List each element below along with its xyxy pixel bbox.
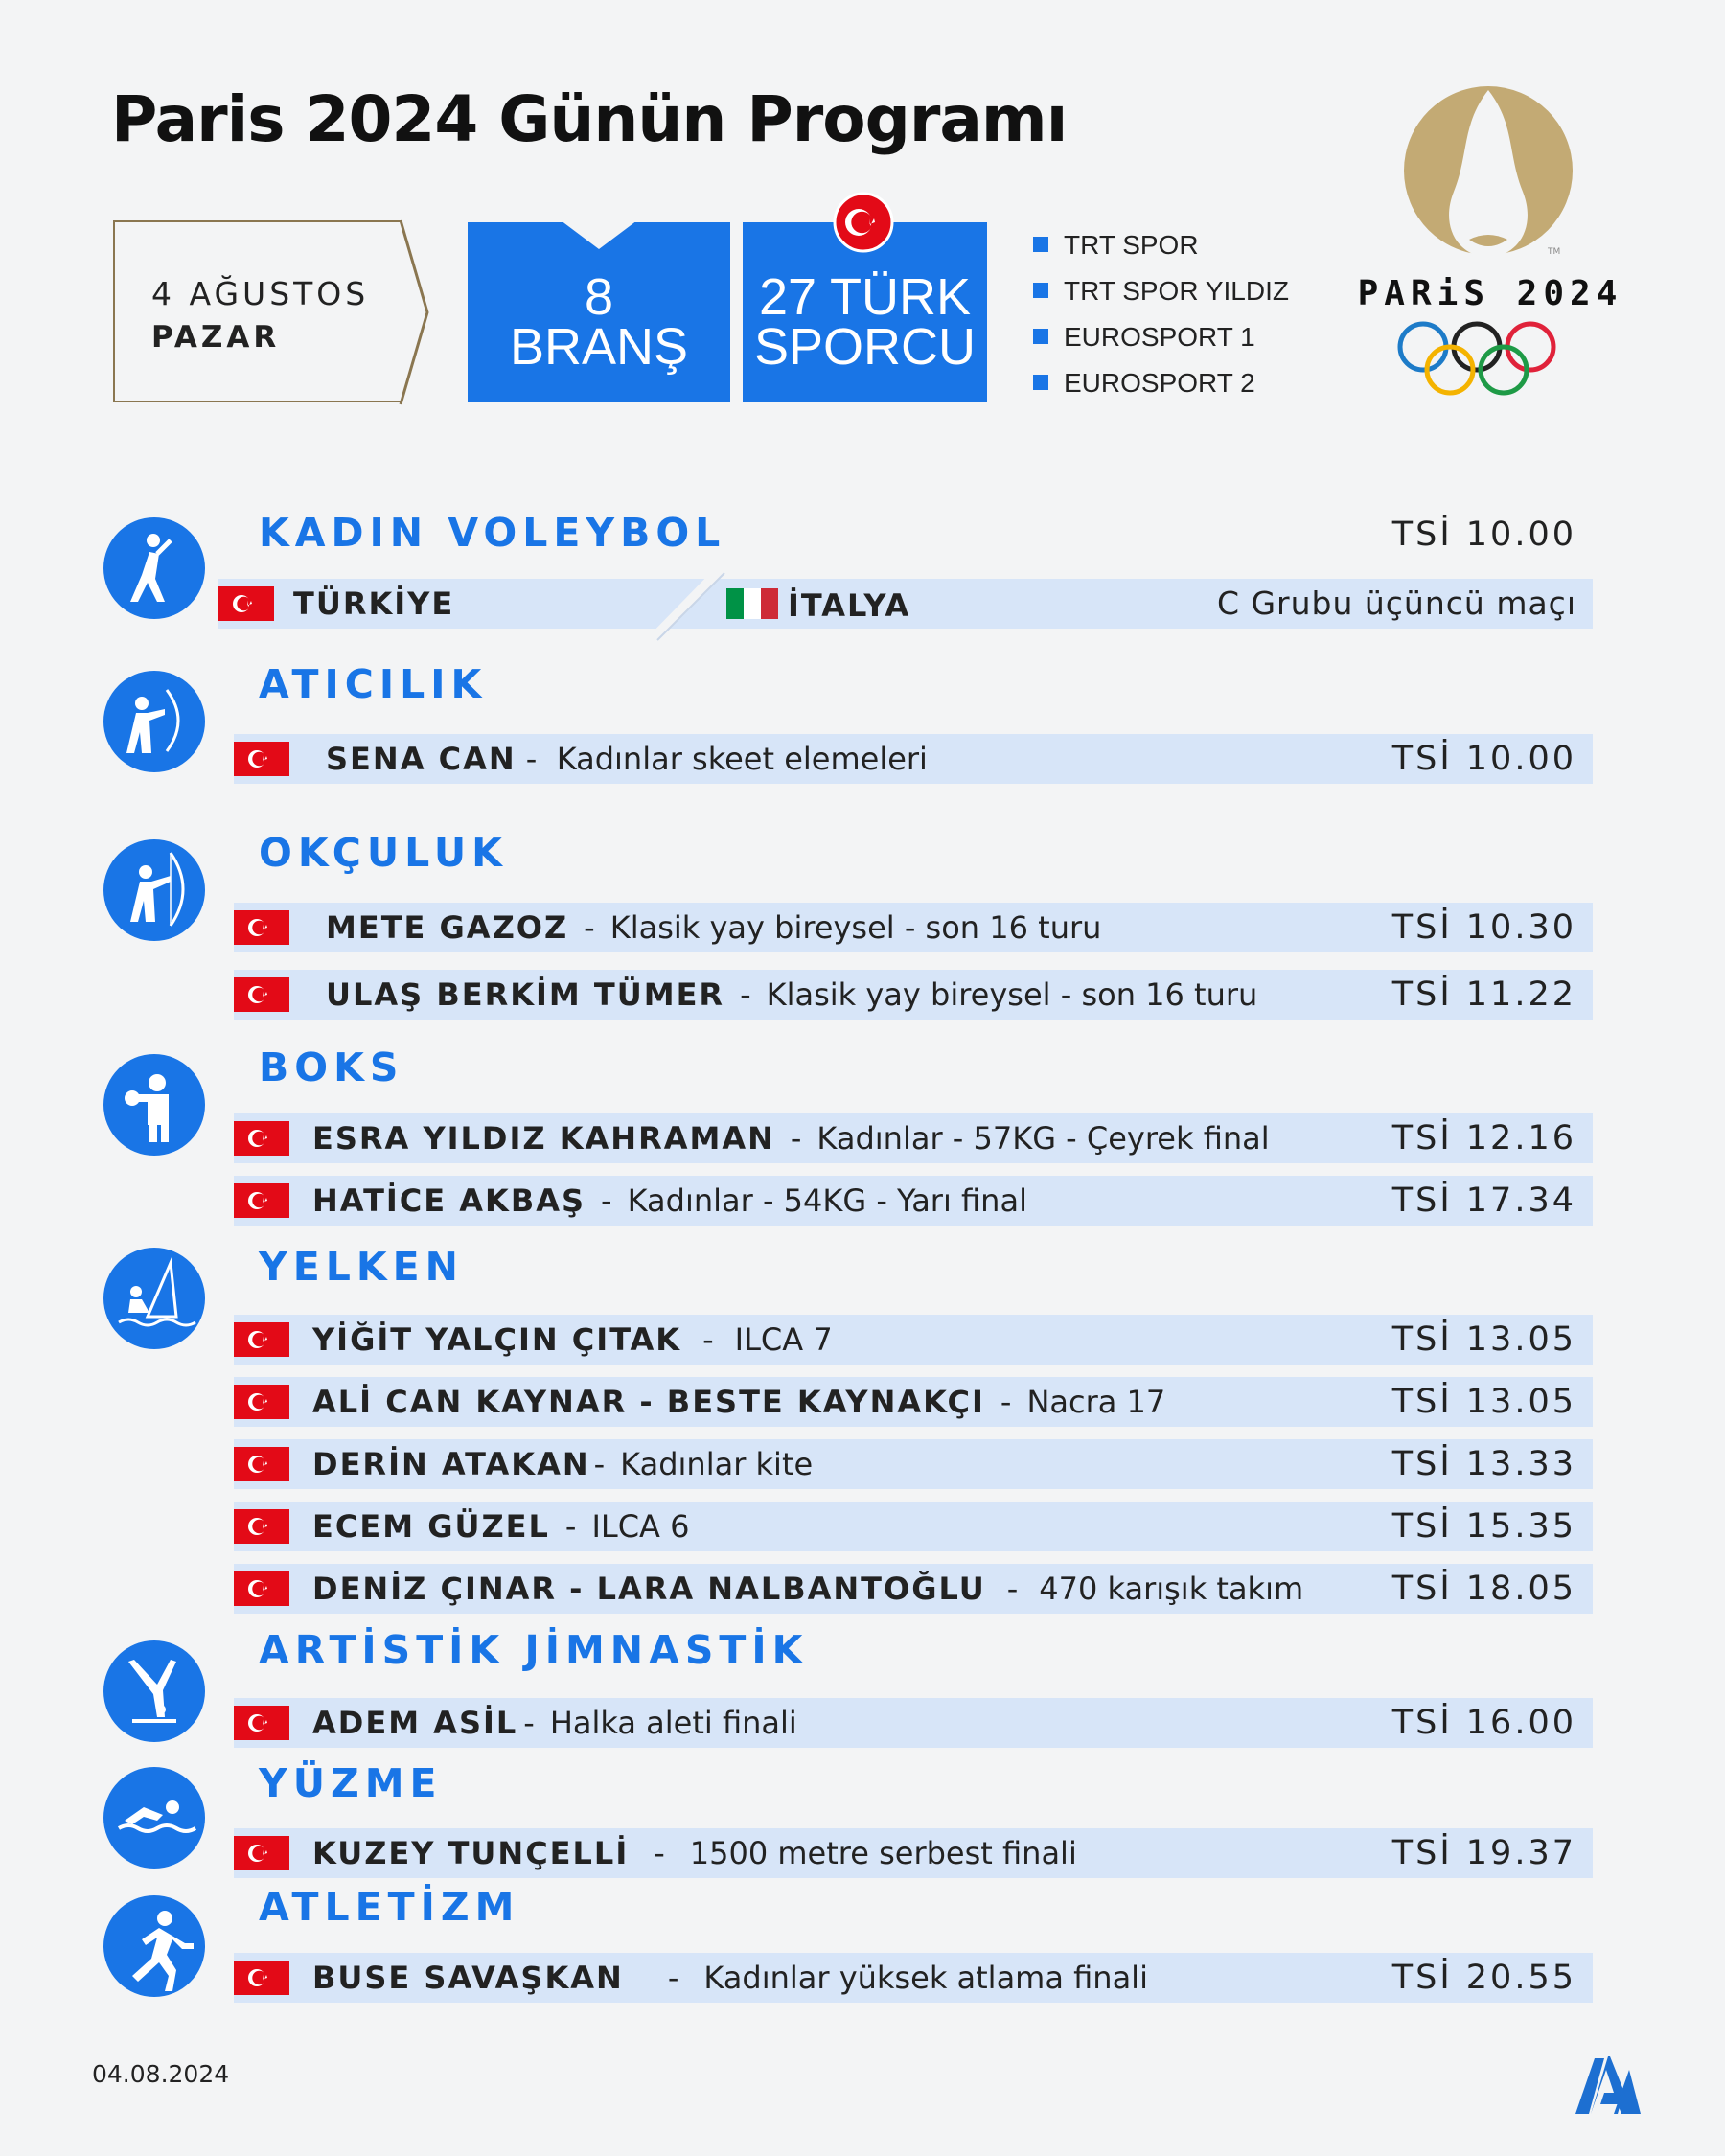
turkey-flag-icon [234, 1706, 289, 1740]
event-time: TSİ 12.16 [1392, 1119, 1576, 1158]
branch-count: 8 [584, 268, 614, 326]
anadolu-agency-logo-icon [1572, 2051, 1644, 2118]
paris-2024-wordmark: PARiS 2024 [1357, 274, 1623, 313]
dash: - [740, 976, 751, 1013]
section-title-yelken: YELKEN [259, 1244, 464, 1290]
section-title-jimnastik: ARTİSTİK JİMNASTİK [259, 1627, 809, 1673]
turkey-flag-icon [218, 586, 274, 621]
section-title-atletizm: ATLETİZM [259, 1884, 520, 1930]
branch-box-notch [561, 220, 637, 249]
turkey-flag-badge-icon [833, 192, 894, 253]
section-title-aticilik: ATICILIK [259, 661, 488, 707]
athlete-name: ALİ CAN KAYNAR - BESTE KAYNAKÇI [312, 1384, 985, 1420]
event-name: 1500 metre serbest finali [689, 1835, 1077, 1871]
shooting-icon [104, 671, 205, 772]
turkey-flag-icon [234, 1961, 289, 1995]
branch-label: BRANŞ [509, 318, 689, 376]
date-weekday: PAZAR [151, 320, 281, 355]
date-day: 4 AĞUSTOS [151, 275, 370, 312]
logo-trademark: TM [1548, 247, 1561, 257]
paris-2024-logo [1346, 86, 1634, 402]
turkey-flag-icon [234, 1571, 289, 1606]
athlete-row-text [312, 1502, 689, 1551]
swimming-icon [104, 1767, 205, 1869]
event-name: Kadınlar - 57KG - Çeyrek final [816, 1120, 1270, 1157]
volleyball-icon [104, 517, 205, 619]
channel-eurosport-1: EUROSPORT 1 [1033, 322, 1255, 353]
dash: - [702, 1321, 714, 1358]
dash: - [564, 1508, 577, 1545]
event-time: TSİ 19.37 [1392, 1834, 1576, 1872]
athlete-name: HATİCE AKBAŞ [312, 1182, 586, 1219]
turkey-flag-icon [234, 1183, 289, 1218]
turkey-flag-icon [234, 1447, 289, 1481]
turkey-flag-icon [234, 1509, 289, 1544]
dash: - [1006, 1571, 1019, 1607]
paris-2024-emblem-icon [1346, 86, 1634, 402]
athlete-name: ECEM GÜZEL [312, 1508, 550, 1545]
athlete-count: 27 TÜRK [758, 268, 972, 326]
athlete-label: SPORCU [753, 318, 977, 376]
athlete-name: DENİZ ÇINAR - LARA NALBANTOĞLU [312, 1571, 986, 1607]
athlete-name: ESRA YILDIZ KAHRAMAN [312, 1120, 775, 1157]
athlete-row-text [312, 1113, 1270, 1163]
event-name: Kadınlar kite [620, 1446, 814, 1482]
channel-trt-spor-yildiz: TRT SPOR YILDIZ [1033, 276, 1289, 307]
event-name: Nacra 17 [1026, 1384, 1166, 1420]
athlete-name: DERİN ATAKAN [312, 1446, 590, 1482]
event-name: Kadınlar skeet elemeleri [556, 741, 928, 777]
event-name: Halka aleti finali [549, 1705, 797, 1741]
dash: - [601, 1182, 612, 1219]
athlete-name: YİĞİT YALÇIN ÇITAK [312, 1321, 682, 1358]
turkey-flag-icon [234, 910, 289, 945]
event-time: TSİ 20.55 [1392, 1959, 1576, 1997]
branch-count-box [468, 222, 730, 402]
sailing-icon [104, 1248, 205, 1349]
event-name: Kadınlar yüksek atlama finali [703, 1960, 1148, 1996]
section-title-boks: BOKS [259, 1044, 404, 1090]
dash: - [584, 909, 595, 946]
athlete-name: BUSE SAVAŞKAN [312, 1960, 624, 1996]
gymnastics-icon [104, 1640, 205, 1742]
athlete-name: KUZEY TUNÇELLİ [312, 1835, 630, 1871]
event-name: ILCA 6 [591, 1508, 690, 1545]
athlete-row-text [312, 1953, 1148, 2003]
dash: - [654, 1835, 665, 1871]
athlete-name: SENA CAN [326, 741, 517, 777]
event-name: 470 karışık takım [1039, 1571, 1304, 1607]
athletics-icon [104, 1895, 205, 1997]
athlete-row-text [326, 903, 1101, 952]
event-time: TSİ 10.30 [1392, 908, 1576, 947]
channel-eurosport-2: EUROSPORT 2 [1033, 368, 1255, 399]
athlete-row-text [312, 1315, 833, 1365]
event-name: ILCA 7 [734, 1321, 833, 1358]
athlete-name: METE GAZOZ [326, 909, 569, 946]
boxing-icon [104, 1054, 205, 1156]
archery-icon [104, 839, 205, 941]
turkey-flag-icon [234, 742, 289, 776]
event-time: TSİ 10.00 [1392, 740, 1576, 778]
section-title-yuzme: YÜZME [259, 1760, 443, 1806]
athlete-row-text [312, 1698, 797, 1748]
dash: - [525, 741, 538, 777]
athlete-name: ULAŞ BERKİM TÜMER [326, 976, 725, 1013]
turkey-flag-icon [234, 1322, 289, 1357]
page-title: Paris 2024 Günün Programı [111, 82, 1068, 156]
event-time: TSİ 16.00 [1392, 1704, 1576, 1742]
team-turkiye: TÜRKİYE [293, 585, 455, 622]
athlete-row-text [312, 1564, 1303, 1614]
athlete-row-text [312, 1828, 1077, 1878]
versus-slash-icon [644, 565, 730, 646]
event-time: TSİ 15.35 [1392, 1507, 1576, 1546]
dash: - [790, 1120, 802, 1157]
athlete-row-text [312, 1439, 813, 1489]
event-time: TSİ 17.34 [1392, 1181, 1576, 1220]
team-italya: İTALYA [788, 587, 911, 624]
dash: - [1000, 1384, 1012, 1420]
event-name: Klasik yay bireysel - son 16 turu [766, 976, 1258, 1013]
athlete-name: ADEM ASİL [312, 1705, 518, 1741]
footer-date: 04.08.2024 [92, 2060, 230, 2088]
dash: - [523, 1705, 535, 1741]
event-time: TSİ 13.05 [1392, 1320, 1576, 1359]
event-time: TSİ 11.22 [1392, 975, 1576, 1014]
time-voleybol: TSİ 10.00 [1392, 516, 1576, 554]
event-time: TSİ 13.05 [1392, 1383, 1576, 1421]
event-time: TSİ 18.05 [1392, 1570, 1576, 1608]
section-title-okculuk: OKÇULUK [259, 830, 508, 876]
italy-flag-icon [726, 588, 778, 619]
turkey-flag-icon [234, 1121, 289, 1156]
athlete-row-text [326, 734, 928, 784]
date-box-chevron [395, 218, 433, 406]
turkey-flag-icon [234, 977, 289, 1012]
event-time: TSİ 13.33 [1392, 1445, 1576, 1483]
event-name: Klasik yay bireysel - son 16 turu [610, 909, 1102, 946]
channel-trt-spor: TRT SPOR [1033, 230, 1199, 261]
athlete-row-text [326, 970, 1257, 1020]
section-title-voleybol: KADIN VOLEYBOL [259, 510, 726, 556]
athlete-row-text [312, 1176, 1027, 1226]
athlete-row-text [312, 1377, 1165, 1427]
dash: - [593, 1446, 606, 1482]
dash: - [667, 1960, 679, 1996]
event-name: Kadınlar - 54KG - Yarı final [627, 1182, 1027, 1219]
turkey-flag-icon [234, 1385, 289, 1419]
turkey-flag-icon [234, 1836, 289, 1870]
match-note: C Grubu üçüncü maçı [1216, 585, 1576, 622]
